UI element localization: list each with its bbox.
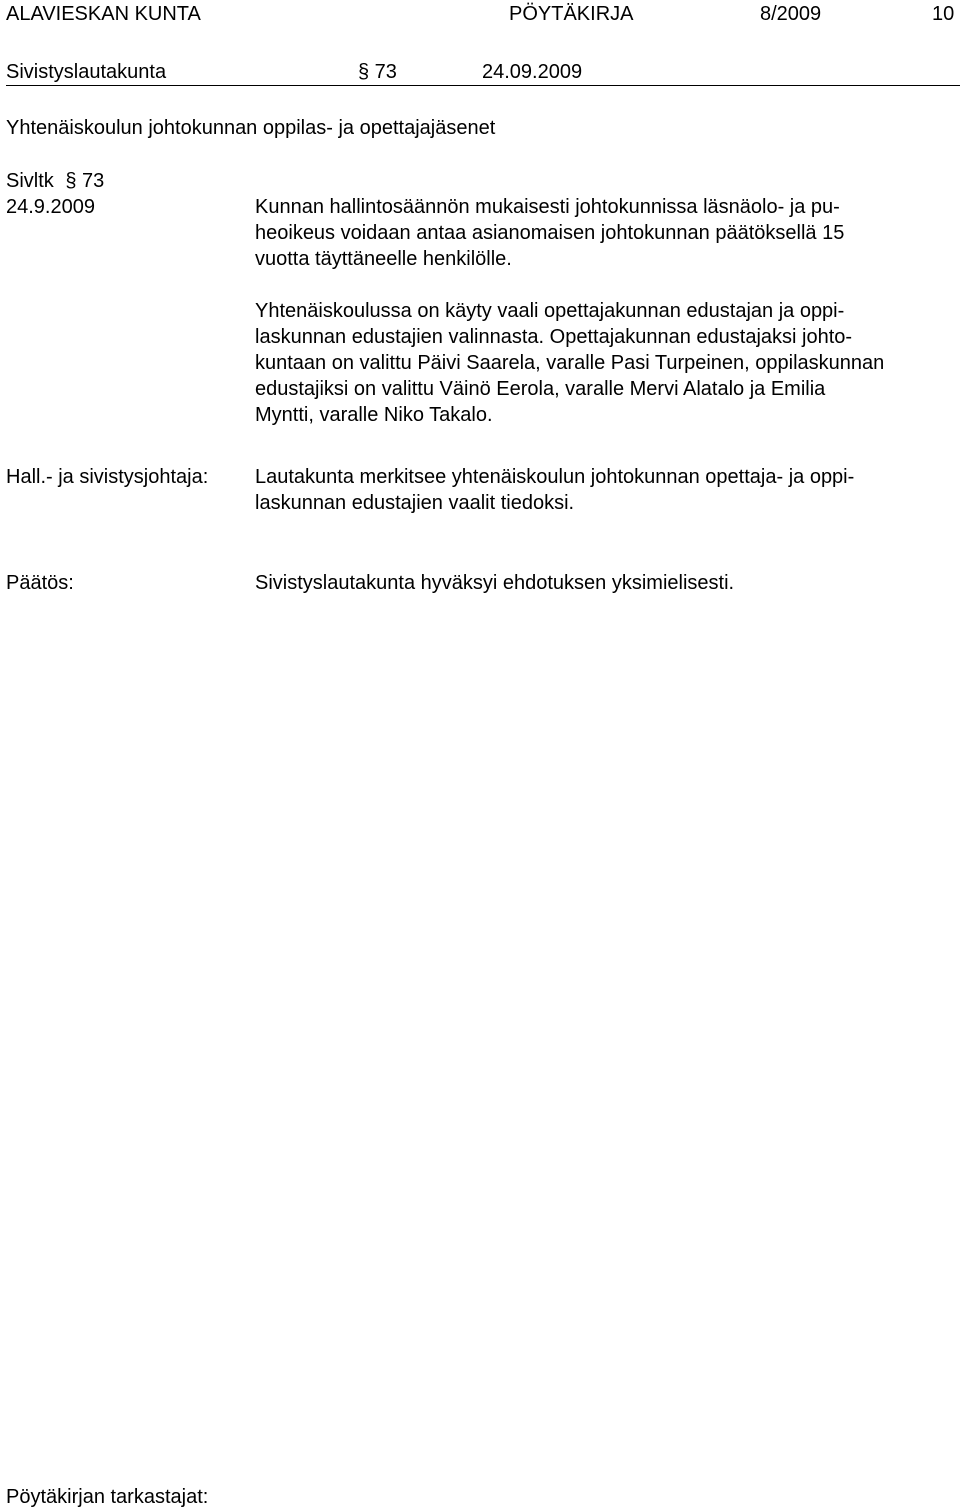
decision-text: Sivistyslautakunta hyväksyi ehdotuksen yksimielisesti.: [255, 572, 735, 594]
municipality-name: ALAVIESKAN KUNTA: [6, 3, 201, 25]
header-rule: [6, 85, 960, 86]
text-line: Kunnan hallintosäännön mukaisesti johtokunnissa läsnäolo- ja pu-: [255, 196, 840, 218]
document-type: PÖYTÄKIRJA: [509, 3, 634, 25]
text-line: Yhtenäiskoulussa on käyty vaali opettajakunnan edustajan ja oppi-: [255, 300, 845, 322]
decision-label: Päätös:: [6, 572, 74, 594]
text-line: vuotta täyttäneelle henkilölle.: [255, 248, 512, 270]
page-number: 10: [932, 3, 955, 25]
reviewers-label: Pöytäkirjan tarkastajat:: [6, 1486, 209, 1508]
section-ref-label: [6, 168, 104, 194]
meeting-date: 24.09.2009: [482, 61, 583, 83]
section-number: § 73: [358, 61, 397, 83]
document-number: 8/2009: [760, 3, 822, 25]
proposal-text: [255, 464, 854, 516]
text-line: Lautakunta merkitsee yhtenäiskoulun johtokunnan opettaja- ja oppi-: [255, 466, 855, 488]
text-line: heoikeus voidaan antaa asianomaisen johtokunnan päätöksellä 15: [255, 222, 845, 244]
committee-abbrev: Sivltk: [6, 170, 54, 192]
proposal-label: Hall.- ja sivistysjohtaja:: [6, 466, 209, 488]
paragraph-2: [255, 298, 884, 428]
committee-name: Sivistyslautakunta: [6, 61, 167, 83]
section-ref-date: 24.9.2009: [6, 196, 95, 218]
document-title: Yhtenäiskoulun johtokunnan oppilas- ja opettajajäsenet: [6, 117, 496, 139]
text-line: laskunnan edustajien vaalit tiedoksi.: [255, 492, 575, 514]
text-line: edustajiksi on valittu Väinö Eerola, varalle Mervi Alatalo ja Emilia: [255, 378, 826, 400]
text-line: laskunnan edustajien valinnasta. Opettajakunnan edustajaksi johto-: [255, 326, 853, 348]
paragraph-1: [255, 194, 844, 272]
text-line: kuntaan on valittu Päivi Saarela, varalle Pasi Turpeinen, oppilaskunnan: [255, 352, 885, 374]
section-ref-number: § 73: [65, 170, 105, 192]
text-line: Myntti, varalle Niko Takalo.: [255, 404, 493, 426]
